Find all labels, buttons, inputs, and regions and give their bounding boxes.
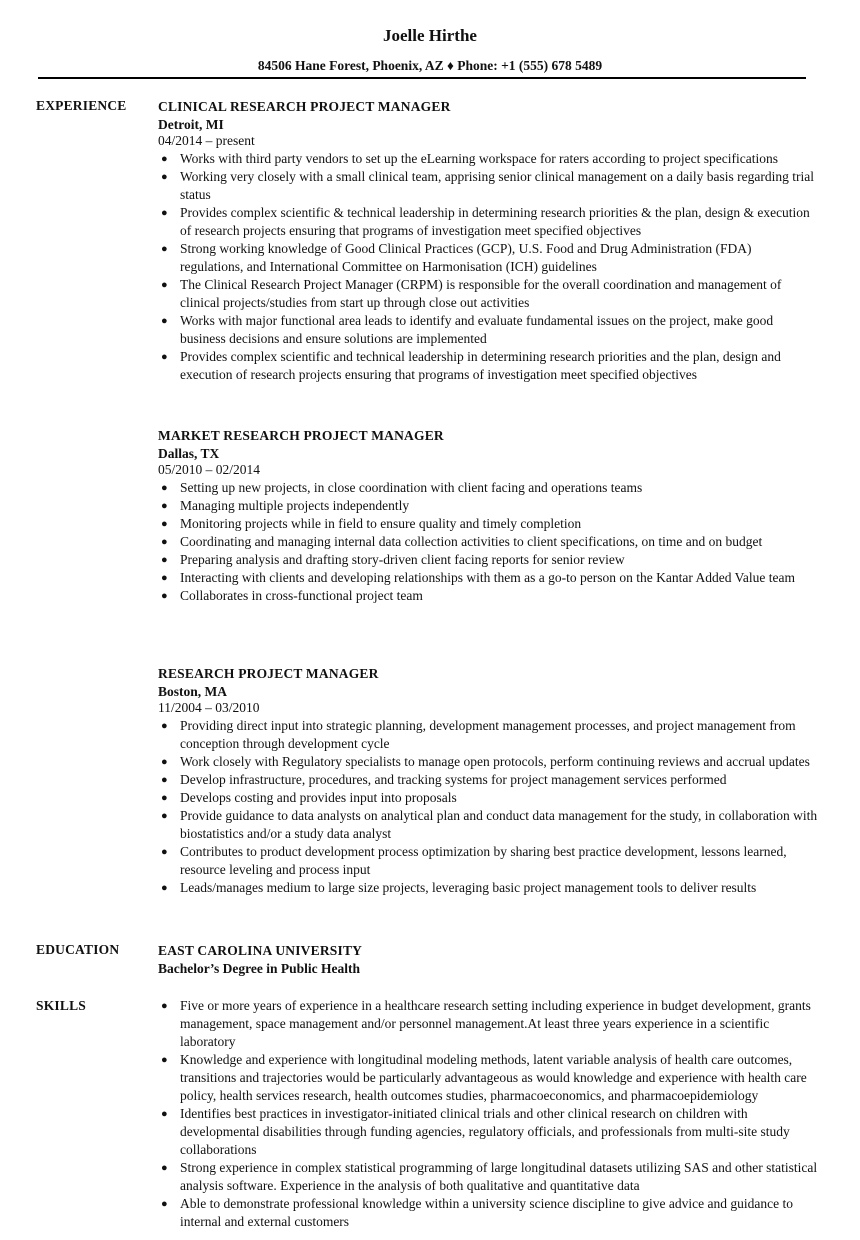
list-item: ● Leads/manages medium to large size projects, leveraging basic project management tools to deliver results xyxy=(161,880,757,895)
job-dates: 04/2014 – present xyxy=(158,133,255,148)
list-item: ● Setting up new projects, in close coordination with client facing and operations teams xyxy=(161,480,643,495)
bullet-icon: ● xyxy=(161,1162,168,1174)
contact-line: 84506 Hane Forest, Phoenix, AZ ♦ Phone: +1 (555) 678 5489 xyxy=(257,58,603,73)
list-item: ● Interacting with clients and developing relationships with them as a go-to person on the Kantar Added Value team xyxy=(161,570,795,585)
bullet-icon: ● xyxy=(161,572,168,584)
list-item: ● Able to demonstrate professional knowledge within a university science discipline to give advice and guidance to internal and external customers xyxy=(161,1196,793,1229)
job-location: Detroit, MI xyxy=(158,117,224,132)
job-title: CLINICAL RESEARCH PROJECT MANAGER xyxy=(158,99,451,114)
bullet-icon: ● xyxy=(161,153,168,165)
job-title: RESEARCH PROJECT MANAGER xyxy=(158,666,379,681)
resume-name: Joelle Hirthe xyxy=(383,26,477,45)
list-item: ● Provides complex scientific & technical leadership in determining research priorities & the plan, design & execution of research projects ensuring that programs of investigation meet specified objectives xyxy=(161,205,810,238)
list-item: ● Five or more years of experience in a healthcare research setting including experience in budget development, grants management, space management and/or personnel management.At least three years experience in a scientific laboratory xyxy=(161,998,811,1049)
bullet-icon: ● xyxy=(161,720,168,732)
bullet-icon: ● xyxy=(161,518,168,530)
job-bullets xyxy=(158,717,818,897)
list-item: ● Providing direct input into strategic planning, development management processes, and project management from conception through development cycle xyxy=(161,718,796,751)
section-label-education: EDUCATION xyxy=(36,942,120,957)
bullet-icon: ● xyxy=(161,590,168,602)
bullet-icon: ● xyxy=(161,882,168,894)
list-item: ● Provide guidance to data analysts on analytical plan and conduct data management for the study, in collaboration with biostatistics and/or a study data analyst xyxy=(161,808,818,841)
skills-list xyxy=(158,997,818,1231)
bullet-icon: ● xyxy=(161,315,168,327)
bullet-icon: ● xyxy=(161,171,168,183)
bullet-icon: ● xyxy=(161,1108,168,1120)
list-item: ● Contributes to product development process optimization by sharing best practice development, lessons learned, resource leveling and process input xyxy=(161,844,787,877)
education-entry xyxy=(158,942,818,978)
list-item: ● Working very closely with a small clinical team, apprising senior clinical management on a daily basis regarding trial status xyxy=(161,169,814,202)
job-location: Boston, MA xyxy=(158,684,228,699)
list-item: ● Identifies best practices in investigator-initiated clinical trials and other clinical research on children with developmental disabilities through funding agencies, regulatory officials, and professionals from multi-site study collaborations xyxy=(161,1106,790,1157)
bullet-icon: ● xyxy=(161,1000,168,1012)
list-item: ● Works with major functional area leads to identify and evaluate fundamental issues on the project, make good business decisions and ensure solutions are implemented xyxy=(161,313,774,346)
bullet-icon: ● xyxy=(161,536,168,548)
school-name: EAST CAROLINA UNIVERSITY xyxy=(158,943,363,958)
list-item: ● Work closely with Regulatory specialists to manage open protocols, perform continuing reviews and accrual updates xyxy=(161,754,810,769)
job-entry xyxy=(158,665,818,897)
list-item: ● Develops costing and provides input into proposals xyxy=(161,790,457,805)
bullet-icon: ● xyxy=(161,351,168,363)
bullet-icon: ● xyxy=(161,1198,168,1210)
list-item: ● Preparing analysis and drafting story-driven client facing reports for senior review xyxy=(161,552,625,567)
list-item: ● Managing multiple projects independently xyxy=(161,498,410,513)
bullet-icon: ● xyxy=(161,1054,168,1066)
bullet-icon: ● xyxy=(161,482,168,494)
bullet-icon: ● xyxy=(161,846,168,858)
list-item: ● Knowledge and experience with longitudinal modeling methods, latent variable analysis of health care outcomes, transitions and trajectories would be particularly advantageous as would knowledge and experience with health care policy, health services research, health outcomes studies, pharmacoeconomics, and pharmacoepidemiology xyxy=(161,1052,807,1103)
section-label-skills: SKILLS xyxy=(36,998,86,1013)
job-entry xyxy=(158,98,818,384)
list-item: ● Develop infrastructure, procedures, and tracking systems for project management services performed xyxy=(161,772,727,787)
bullet-icon: ● xyxy=(161,810,168,822)
skills-bullets xyxy=(158,997,818,1231)
header-divider xyxy=(38,77,806,79)
job-dates: 05/2010 – 02/2014 xyxy=(158,462,261,477)
bullet-icon: ● xyxy=(161,243,168,255)
list-item: ● Monitoring projects while in field to ensure quality and timely completion xyxy=(161,516,582,531)
section-label-experience: EXPERIENCE xyxy=(36,98,127,113)
bullet-icon: ● xyxy=(161,774,168,786)
list-item: ● Collaborates in cross-functional project team xyxy=(161,588,423,603)
list-item: ● Strong working knowledge of Good Clinical Practices (GCP), U.S. Food and Drug Administration (FDA) regulations, and International Committee on Harmonisation (ICH) guidelines xyxy=(161,241,752,274)
job-location: Dallas, TX xyxy=(158,446,220,461)
job-dates: 11/2004 – 03/2010 xyxy=(158,700,260,715)
list-item: ● The Clinical Research Project Manager (CRPM) is responsible for the overall coordination and management of clinical projects/studies from start up through close out activities xyxy=(161,277,782,310)
bullet-icon: ● xyxy=(161,554,168,566)
list-item: ● Coordinating and managing internal data collection activities to client specifications, on time and on budget xyxy=(161,534,763,549)
list-item: ● Provides complex scientific and technical leadership in determining research priorities and the plan, design and execution of research projects ensuring that programs of investigation meet specified objectives xyxy=(161,349,781,382)
list-item: ● Strong experience in complex statistical programming of large longitudinal datasets utilizing SAS and other statistical analysis software. Experience in the analysis of both qualitative and quantitative data xyxy=(161,1160,818,1193)
bullet-icon: ● xyxy=(161,792,168,804)
list-item: ● Works with third party vendors to set up the eLearning workspace for raters according to project specifications xyxy=(161,151,778,166)
job-bullets xyxy=(158,150,818,384)
bullet-icon: ● xyxy=(161,207,168,219)
bullet-icon: ● xyxy=(161,500,168,512)
bullet-icon: ● xyxy=(161,756,168,768)
degree: Bachelor’s Degree in Public Health xyxy=(158,961,360,976)
job-bullets xyxy=(158,479,818,605)
job-title: MARKET RESEARCH PROJECT MANAGER xyxy=(158,428,444,443)
job-entry xyxy=(158,427,818,605)
bullet-icon: ● xyxy=(161,279,168,291)
